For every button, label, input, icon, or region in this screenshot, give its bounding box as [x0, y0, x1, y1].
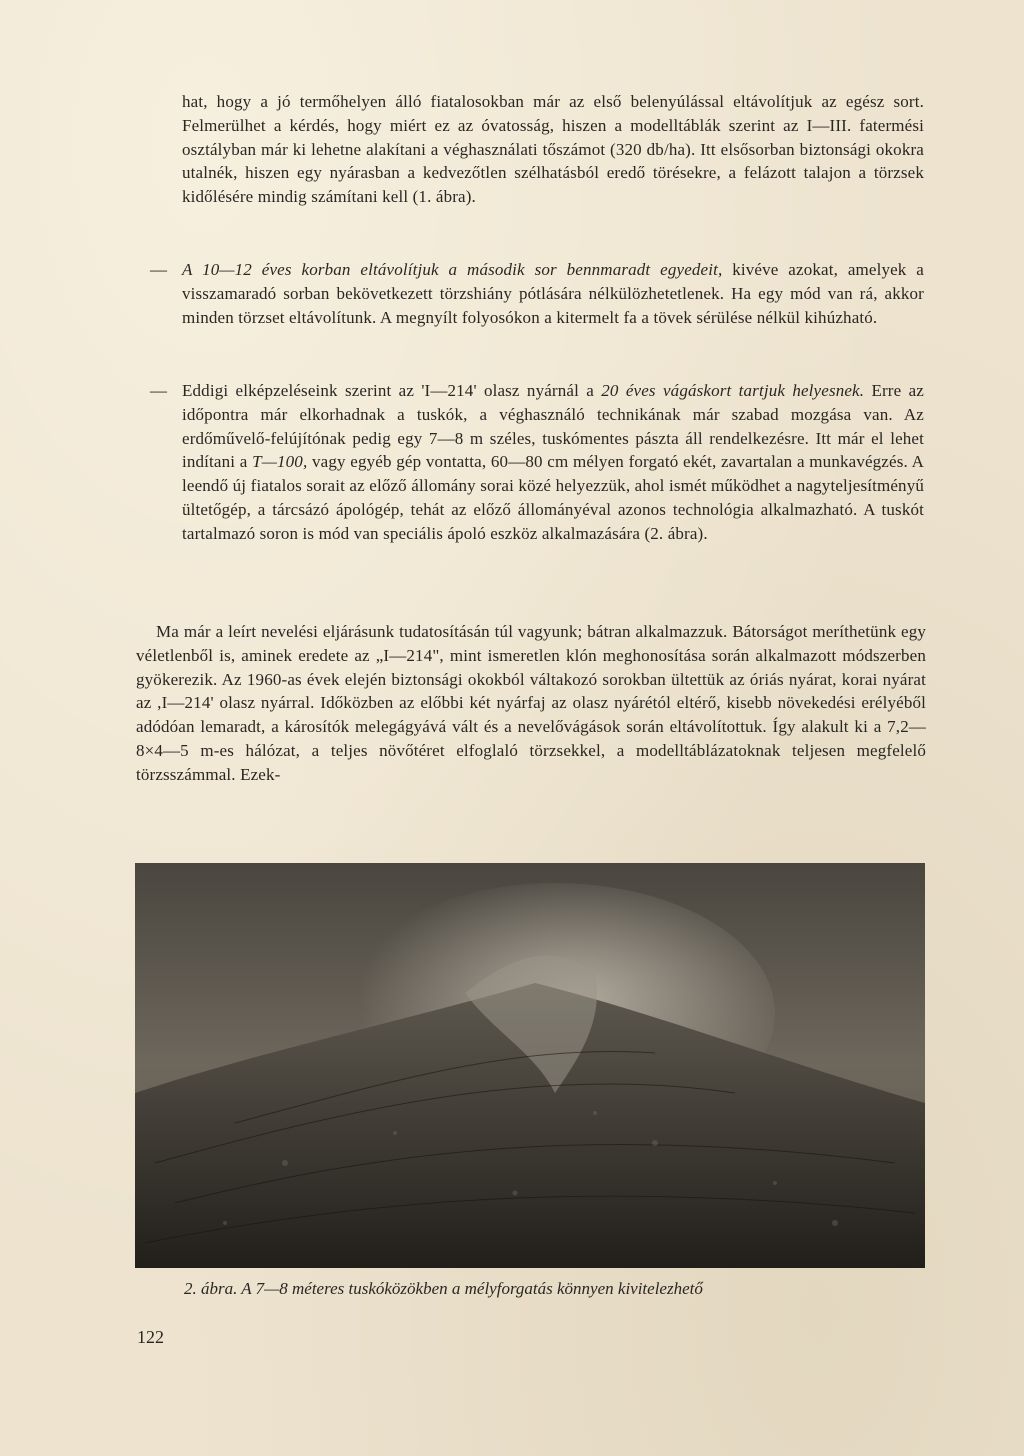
- paragraph-3-emphasis-2: T—100,: [252, 452, 308, 472]
- page-number: 122: [137, 1327, 164, 1347]
- paragraph-4-text: Ma már a leírt nevelési eljárásunk tudatosításán túl vagyunk; bátran alkalmazzuk. Bátorságot meríthetünk egy véletlenből is, aminek eredete az „I—214", mint ismeretlen klón meghonosítása során alkalmazott módszerben gyökerezik. Az 1960-as évek elején biztonsági okokból váltakozó sorokban ültettük az óriás nyárat, korai nyárat az ,I—214' olasz nyárral. Időközben az előbbi két nyárfaj az olasz nyárétól eltérő, kisebb növekedési erélyéből adódóan lemaradt, a károsítók melegágyává vált és a nevelővágások során eltávolítottuk. Így alakult ki a 7,2—8×4—5 m-es hálózat, a teljes növőtéret elfoglaló törzsekkel, a modelltáblázatoknak teljesen megfelelő törzsszámmal. Ezek-: [136, 622, 926, 784]
- list-dash-2: —: [150, 381, 167, 400]
- paragraph-3-text-c: vagy egyéb gép vontatta, 60—80 cm mélyen forgató ekét, zavartalan a munkavégzés. A leendő új fiatalos sorait az előző állomány sorai közé helyezzük, ahol ismét működhet a nagyteljesítményű ültetőgép, a tárcsázó ápológép, tehát az előző állományéval azonos technológia alkalmazható. A tuskót tartalmazó soron is mód van speciális ápoló eszköz alkalmazására (2. ábra).: [182, 452, 924, 543]
- paragraph-2: [182, 258, 924, 329]
- figure-caption: 2. ábra. A 7—8 méteres tuskóközökben a mélyforgatás könnyen kivitelezhető: [184, 1279, 703, 1298]
- paragraph-3: [182, 379, 924, 546]
- paragraph-2-text: kivéve azokat, amelyek a visszamaradó sorban bekövetkezett törzshiány pótlására nélkülözhetetlenek. Ha egy mód van rá, akkor minden törzset eltávolítunk. A megnyílt folyosókon a kitermelt fa a tövek sérülése nélkül kihúzható.: [182, 260, 924, 327]
- paragraph-3-text-b: Erre az időpontra már elkorhadnak a tuskók, a véghasználó technikának már szabad mozgása van. Az erdőművelő-felújítónak pedig egy 7—8 m széles, tuskómentes pászta áll rendelkezésre. Itt már el lehet indítani a: [182, 381, 924, 472]
- paragraph-1: [182, 90, 924, 209]
- paragraph-4: [136, 620, 926, 787]
- paragraph-3-emphasis: 20 éves vágáskort tartjuk helyesnek.: [601, 381, 865, 400]
- paragraph-3-text-a: Eddigi elképzeléseink szerint az 'I—214' olasz nyárnál a: [182, 381, 602, 400]
- paragraph-2-emphasis: A 10—12 éves korban eltávolítjuk a második sor bennmaradt egyedeit,: [182, 260, 723, 279]
- photo-illustration: [135, 863, 925, 1268]
- figure-photo-plowed-field: [135, 863, 925, 1268]
- list-dash-1: —: [150, 260, 167, 279]
- paragraph-1-text: hat, hogy a jó termőhelyen álló fiatalosokban már az első belenyúlással eltávolítjuk az egész sort. Felmerülhet a kérdés, hogy miért ez az óvatosság, hiszen a modelltáblák szerint az I—III. fatermési osztályban már ki lehetne alakítani a véghasználati tőszámot (320 db/ha). Itt elsősorban biztonsági okokra utalnék, hiszen egy nyárasban a kedvezőtlen szélhatásból eredő törésekre, a felázott talajon a törzsek kidőlésére mindig számítani kell (1. ábra).: [182, 92, 924, 207]
